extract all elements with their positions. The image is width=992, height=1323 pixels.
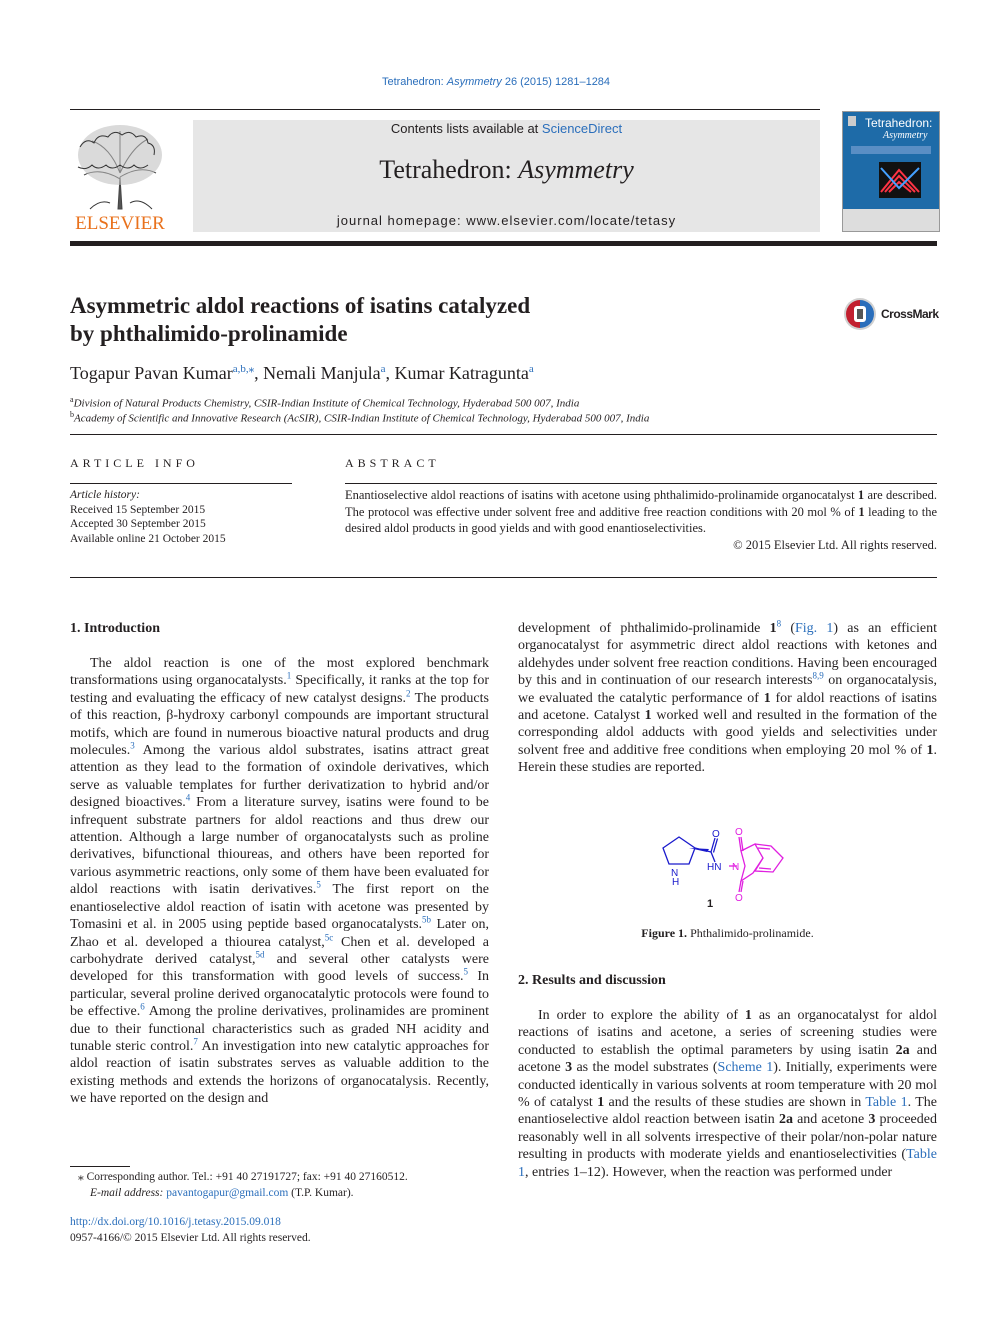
author-email-link[interactable]: pavantogapur@gmail.com — [166, 1186, 289, 1199]
citation-ref[interactable]: 2 — [406, 688, 411, 699]
cover-title: Tetrahedron: — [865, 116, 933, 130]
article-history — [70, 488, 300, 546]
journal-cover[interactable] — [842, 111, 940, 232]
cover-graphic — [879, 162, 921, 198]
citation-ref[interactable]: 5c — [324, 931, 334, 942]
abstract-rule — [345, 483, 937, 484]
crossmark-badge[interactable] — [843, 297, 943, 333]
journal-homepage[interactable]: journal homepage: www.elsevier.com/locate/tetasy — [336, 213, 677, 228]
results-heading: 2. Results and discussion — [518, 973, 666, 988]
crossmark-label: CrossMark — [881, 307, 939, 321]
article-title: Asymmetric aldol reactions of isatins catalyzed by phthalimido-prolinamide — [70, 293, 531, 346]
compound-ref: 1 — [763, 690, 771, 706]
svg-text:N: N — [732, 862, 740, 873]
svg-text:H: H — [672, 877, 680, 888]
citation-ref[interactable]: 7 — [193, 1036, 198, 1047]
svg-text:O: O — [712, 829, 720, 840]
cover-emblem-icon — [848, 116, 856, 126]
journal-title: Tetrahedron: Asymmetry — [379, 155, 634, 184]
cover-band — [851, 146, 931, 154]
cover-subtitle: Asymmetry — [883, 130, 928, 141]
compound-ref: 1 — [769, 621, 777, 636]
citation-ref[interactable]: 5d — [255, 949, 265, 960]
received-date: Received 15 September 2015 — [70, 503, 206, 516]
abstract-text: Enantioselective aldol reactions of isatins with acetone using phthalimido-prolinamide organocatalyst 1 are described. The protocol was effective under solvent free and additive free reaction conditions with 20 mol % of 1 leading to the desired aldol products in good yields and with good enantioselectivities. © 2015 Elsevier Ltd. All rights reserved. — [345, 488, 937, 552]
pyrrolidine-ring — [663, 837, 695, 864]
compound-label: 1 — [707, 898, 714, 910]
author-affiliation-marker[interactable]: a,b,⁎ — [232, 363, 255, 375]
crossmark-icon — [843, 297, 877, 331]
citation-ref[interactable]: 8,9 — [812, 670, 824, 681]
elsevier-wordmark: ELSEVIER — [75, 213, 165, 233]
cross-ref-link[interactable]: Table 1 — [865, 1095, 908, 1111]
header-rule — [70, 109, 820, 110]
figure-1-caption: Figure 1. Phthalimido-prolinamide. — [641, 926, 814, 940]
affiliation-b: $^b$Academy of Scientific and Innovative Research (AcSIR), CSIR-Indian Institute of Chemical Technology, Hyderabad 500 007, India — [70, 410, 650, 425]
svg-text:O: O — [735, 893, 743, 904]
accepted-date: Accepted 30 September 2015 — [70, 518, 206, 530]
affiliation-rule — [70, 434, 937, 435]
results-body: In order to explore the ability of 1 as an organocatalyst for aldol reactions of isatins and acetone, a series of screening studies were conducted to establish the optimal parameters by using isatin 2a and acetone 3 as the model substrates (Scheme 1). Initially, experiments were conducted identically in various solvents at room temperature with 20 mol % of catalyst 1 and the results of these studies are shown in Table 1. The enantioselective aldol reaction between isatin 2a and acetone 3 proceeded reasonably well in all solvents irrespective of their polar/non-polar nature resulting in products with moderate yields and enantioselectivities (Table 1, entries 1–12). However, when the reaction was performed under — [518, 1008, 938, 1180]
citation-ref[interactable]: 5 — [463, 966, 469, 977]
author-affiliation-marker[interactable]: a — [380, 363, 386, 375]
abstract-heading: ABSTRACT — [345, 456, 440, 470]
right-body: development of phthalimido-prolinamide $1^8$ (Fig. 1) as an efficient organocatalyst for asymmetric direct aldol reactions with ketones and aldehydes under solvent free reaction conditions. Having been encouraged by this and in continuation of our research interests$^{8,9}$ on organocatalysis, we evaluated the catalytic performance of 1 for aldol reactions of isatins and acetone. Catalyst 1 worked well and resulted in the formation of the corresponding aldol adducts with good yields and selectivities under solvent free and additive free conditions when employing 20 mol % of 1. Herein these studies are reported. — [518, 618, 937, 776]
citation-ref[interactable]: 1 — [286, 670, 292, 681]
compound-ref: 1 — [644, 708, 652, 724]
doi-link[interactable]: http://dx.doi.org/10.1016/j.tetasy.2015.09.018 — [70, 1216, 281, 1228]
article-info-heading: ARTICLE INFO — [70, 456, 199, 470]
citation-ref[interactable]: 5b — [422, 914, 432, 925]
citation-ref[interactable]: 6 — [140, 1001, 145, 1012]
citation-ref[interactable]: 4 — [185, 792, 191, 803]
elsevier-logo[interactable] — [70, 117, 170, 233]
author-name: Togapur Pavan Kumar — [70, 363, 233, 383]
sciencedirect-link[interactable]: ScienceDirect — [541, 121, 623, 136]
figure-1-structure — [655, 824, 800, 914]
cover-footer — [843, 209, 939, 231]
header-thick-rule — [70, 241, 937, 246]
compound-ref: 3 — [565, 1060, 573, 1076]
citation-ref[interactable]: 5 — [316, 879, 321, 890]
cross-ref-link[interactable]: Fig. 1 — [795, 621, 834, 636]
journal-citation[interactable]: Tetrahedron: Asymmetry 26 (2015) 1281–1284 — [381, 76, 611, 88]
intro-heading: 1. Introduction — [70, 621, 160, 636]
doi-block — [70, 1215, 311, 1246]
tree-icon — [74, 121, 166, 209]
author-affiliation-marker[interactable]: a — [528, 363, 534, 375]
compound-ref: 1 — [744, 1008, 752, 1023]
article-info-rule — [70, 483, 292, 484]
affiliation-a: $^a$Division of Natural Products Chemistry, CSIR-Indian Institute of Chemical Technology, Hyderabad 500 007, India — [70, 395, 580, 410]
cross-ref-link[interactable]: Scheme 1 — [717, 1060, 774, 1076]
compound-ref: 1 — [597, 1095, 605, 1111]
history-label: Article history: — [70, 489, 140, 501]
cross-ref-link[interactable]: Table 1 — [518, 1147, 937, 1180]
compound-ref: 3 — [868, 1112, 876, 1128]
abstract-bottom-rule — [70, 577, 937, 578]
intro-body: The aldol reaction is one of the most explored benchmark transformations using organocatalysts.$^1$ Specifically, it ranks at the top for testing and evaluating the efficacy of new catalyst designs.$^2$ The products of this reaction, β-hydroxy carbonyl compounds are important structural motifs, which are found in numerous bioactive natural products and drug molecules.$^3$ Among the various aldol substrates, isatins attract great attention as they lead to the formation of oxindole derivatives, which serve as valuable templates for further derivatization to hybrid and/or designed bioactives.$^4$ From a literature survey, isatins were found to be infrequent substrate partners for aldol reactions and thus drew our attention. Although a large number of organocatalysts such as proline derivatives, bifunctional thioureas, and others have been reported for various asymmetric reactions, only some of them have been evaluated for aldol reactions with isatin derivatives.$^5$ The first report on the enantioselective aldol reaction of isatin with acetone was presented by Tomasini et al. in 2005 using peptide based organocatalysts.$^{5b}$ Later on, Zhao et al. developed a thiourea catalyst,$^{5c}$ Chen et al. developed a carbohydrate derived catalyst,$^{5d}$ and several other catalysts were developed for this transformation with good levels of success.$^5$ In particular, several proline derived organocatalytic protocols were found to be effective.$^6$ Among the proline derivatives, prolinamides are prominent due to their functional characteristics such as graded NH acidity and tunable steric control.$^7$ An investigation into new catalytic approaches for aldol reaction of isatin substrates serves as valuable addition to the existing methods and extends the horizons of organocatalysis. Recently, we have reported on the design and — [70, 656, 490, 1107]
compound-ref: 2a — [895, 1042, 910, 1058]
citation-ref[interactable]: 8 — [776, 618, 782, 629]
abstract-copyright: © 2015 Elsevier Ltd. All rights reserved. — [733, 537, 937, 552]
corresponding-author-note: ⁎ Corresponding author. Tel.: +91 40 27191727; fax: +91 40 27160512. E-mail address: pavantogapur@gmail.com (T.P. Kumar). — [78, 1171, 408, 1199]
contents-line: Contents lists available at ScienceDirect — [390, 121, 623, 136]
citation-ref[interactable]: 3 — [130, 740, 135, 751]
svg-text:O: O — [735, 827, 743, 838]
svg-text:N: N — [671, 868, 679, 879]
online-date: Available online 21 October 2015 — [70, 532, 226, 545]
author-name: Nemali Manjula — [263, 363, 381, 383]
author-list: Togapur Pavan Kumar$^{a,b,⁎}$, Nemali Manjula$^a$, Kumar Katragunta$^a$ — [70, 363, 534, 383]
compound-ref: 1 — [926, 742, 934, 758]
author-name: Kumar Katragunta — [394, 363, 529, 383]
footnote-rule — [70, 1166, 130, 1167]
compound-ref: 2a — [778, 1112, 793, 1128]
issn-line: 0957-4166/© 2015 Elsevier Ltd. All rights reserved. — [70, 1231, 311, 1244]
svg-text:HN: HN — [707, 862, 722, 873]
